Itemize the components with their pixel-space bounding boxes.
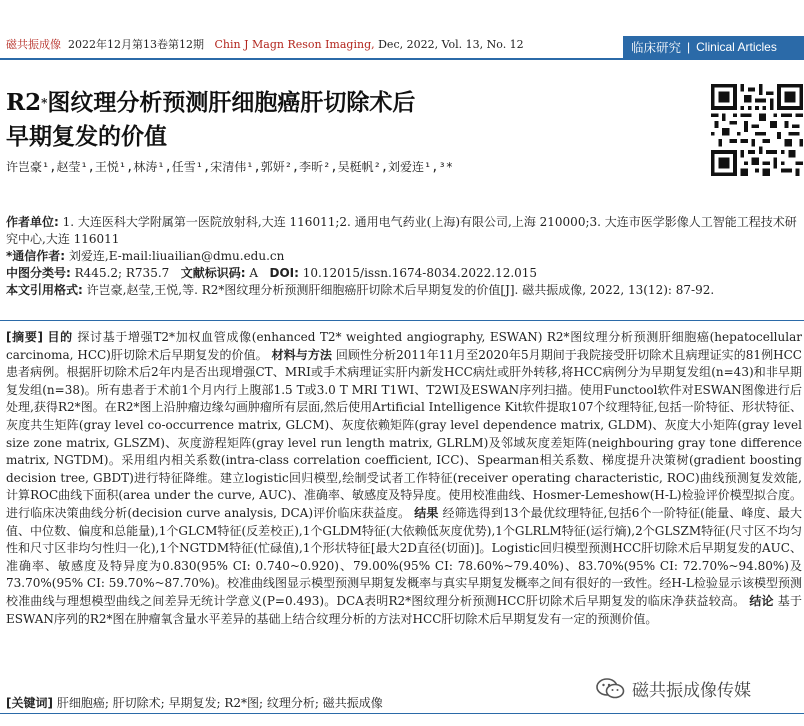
purpose-label: 目的 [47, 330, 73, 344]
info-divider [0, 320, 804, 321]
conclusion-label: 结论 [749, 593, 774, 608]
methods-label: 材料与方法 [271, 347, 332, 362]
journal-name-cn: 磁共振成像 [6, 38, 61, 51]
article-title [6, 86, 566, 154]
qr-code-icon [711, 84, 803, 176]
journal-name-en: Chin J Magn Reson Imaging, [214, 38, 375, 51]
title-prefix: R2 [6, 89, 42, 116]
section-separator: | [687, 40, 691, 54]
methods-text: 回顾性分析2011年11月至2020年5月期间于我院接受肝切除术且病理证实的81例HCC患者病例。根据肝切除术后2年内是否出现增强CT、MRI或手术病理证实肝内新发HCC病灶或肝外转移,将HCC病例分为早期复发组(n=43)和非早期复发组(n=38)。所有患者于术前1个月内行上腹部1.5 T或3.0 T MRI T1WI、T2WI及ESWAN序列扫描。使用Functool软件对ESWAN图像进行后处理,获得R2*图。在R2*图上沿肿瘤边缘勾画肿瘤所有层面,然后使用Artificial Intelligence Kit软件提取107个纹理特征,包括一阶特征、形状特征、灰度共生矩阵(gray level co-occurrence matrix, GLCM)、灰度依赖矩阵(gray level dependence matrix, GLDM)、灰度大小矩阵(gray level size zone matrix, GLSZM)、灰度游程矩阵(gray level run length matrix, GLRLM)及邻域灰度差矩阵(neighbouring gray tone difference matrix, NGTDM)。采用组内相关系数(intra-class correlation coefficient, ICC)、Spearman相关系数、梯度提升决策树(gradient boosting decision tree, GBDT)进行特征降维。建立logistic回归模型,绘制受试者工作特征(receiver operating characteristic, ROC)曲线预测复发效能,计算ROC曲线下面积(area under the curve, AUC)、准确率、敏感度及特异度。使用校准曲线、Hosmer-Lemeshow(H-L)检验评价模型拟合度。进行临床决策曲线分析(decision curve analysis, DCA)评价临床获益度。 [6, 347, 802, 520]
citation [6, 282, 802, 299]
title-rest: 图纹理分析预测肝细胞癌肝切除术后 早期复发的价值 [6, 89, 416, 150]
section-tag [623, 36, 804, 58]
journal-header [0, 0, 804, 58]
abstract [6, 329, 802, 628]
watermark-text: 磁共振成像传媒 [632, 681, 751, 701]
conclusion-text: 基于ESWAN序列的R2*图在肿瘤氧含量水平差异的基础上结合纹理分析的方法对HCC肝切除术后早期复发有一定的预测价值。 [6, 593, 802, 626]
doi-value: 10.12015/issn.1674-8034.2022.12.015 [302, 266, 538, 280]
purpose-text: 探讨基于增强T2*加权血管成像(enhanced T2* weighted angiography, ESWAN) R2*图纹理分析预测肝细胞癌(hepatocellular carcinoma, HCC)肝切除术后早期复发的价值。 [6, 330, 802, 362]
corresp-text: 刘爱连,E-mail:liuailian@dmu.edu.cn [68, 249, 285, 263]
cite-label: 本文引用格式: [6, 283, 83, 297]
cite-value: 许岂豪,赵莹,王悦,等. R2*图纹理分析预测肝细胞癌肝切除术后早期复发的价值[J]. 磁共振成像, 2022, 13(12): 87-92. [86, 283, 715, 297]
header-divider [0, 58, 804, 60]
class-label: 中图分类号: [6, 266, 71, 280]
classification [6, 265, 802, 282]
watermark [596, 676, 751, 701]
class-value: R445.2; R735.7 [74, 266, 170, 280]
title-sup: * [41, 96, 48, 110]
author-list: 许岂豪¹,赵莹¹,王悦¹,林涛¹,任雪¹,宋清伟¹,郭妍²,李昕²,吴梃帆²,刘爱连¹,³* [6, 160, 453, 174]
keywords-label: [关键词] [6, 696, 53, 710]
doccode-label: 文献标识码: [180, 266, 246, 280]
wechat-icon [596, 677, 626, 701]
results-label: 结果 [414, 505, 439, 520]
section-cn: 临床研究 [631, 41, 682, 55]
journal-info-line [6, 36, 524, 52]
doccode-value: A [249, 266, 259, 280]
correspondence [6, 248, 802, 265]
keywords-value: 肝细胞癌; 肝切除术; 早期复发; R2*图; 纹理分析; 磁共振成像 [56, 696, 383, 710]
keywords [6, 694, 383, 711]
issue-cn: 2022年12月第13卷第12期 [68, 38, 204, 51]
keywords-divider [0, 713, 804, 714]
affiliation [6, 214, 802, 248]
section-en: Clinical Articles [696, 40, 777, 54]
abstract-label: [摘要] [6, 330, 43, 344]
issue-en: Dec, 2022, Vol. 13, No. 12 [378, 38, 524, 51]
results-text: 经筛选得到13个最优纹理特征,包括6个一阶特征(能量、峰度、最大值、中位数、偏度和总能量),1个GLCM特征(反差校正),1个GLDM特征(大依赖低灰度优势),1个GLRLM特征(运行熵),2个GLSZM特征(尺寸区不均匀性和尺寸区非均匀性归一化),1个NGTDM特征(忙碌值),1个形状特征[最大2D直径(切面)]。Logistic回归模型预测HCC肝切除术后早期复发的AUC、准确率、敏感度及特异度为0.830(95% CI: 0.740~0.920)、79.00%(95% CI: 78.60%~79.40%)、83.70%(95% CI: 72.70%~94.80%)及73.70%(95% CI: 59.70%~87.70%)。校准曲线图显示模型预测早期复发概率与真实早期复发概率之间有很好的一致性。经H-L检验显示该模型预测校准曲线与理想模型曲线之间差异无统计学意义(P=0.493)。DCA表明R2*图纹理分析预测HCC肝切除术后早期复发的临床净获益较高。 [6, 505, 802, 608]
corresp-label: *通信作者: [6, 249, 66, 263]
article-info [6, 214, 802, 299]
doi-label: DOI: [269, 266, 299, 280]
affiliation-label: 作者单位: [6, 215, 59, 229]
affiliation-text: 1. 大连医科大学附属第一医院放射科,大连 116011;2. 通用电气药业(上海)有限公司,上海 210000;3. 大连市医学影像人工智能工程技术研究中心,大连 116011 [6, 215, 797, 246]
